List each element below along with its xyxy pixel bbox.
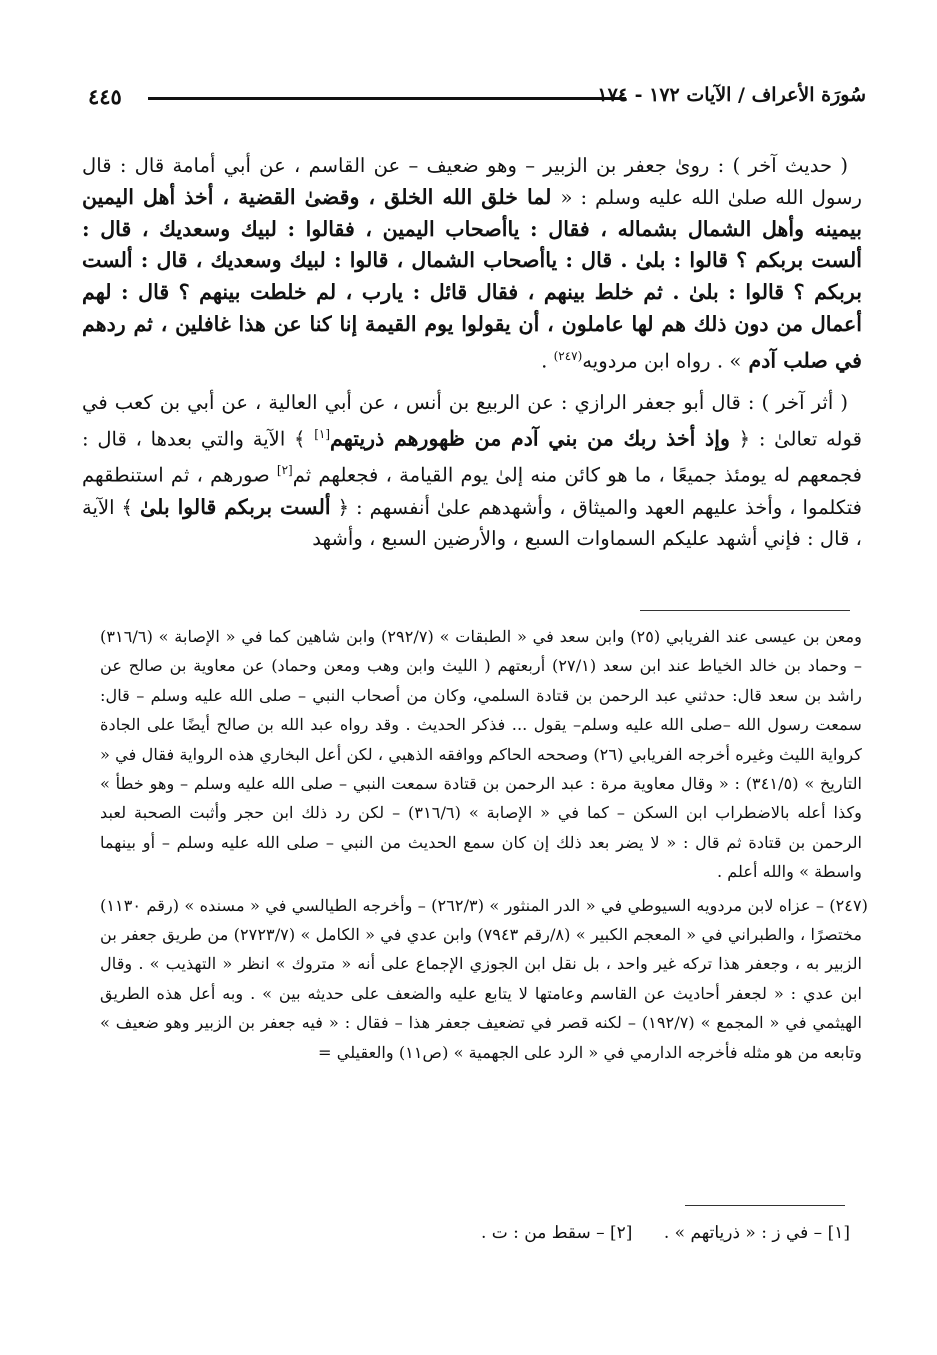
page-number: ٤٤٥ (88, 84, 122, 109)
athar-paragraph (82, 387, 862, 555)
running-title: سُورَة الأعراف / الآيات ١٧٢ - ١٧٤ (597, 84, 866, 106)
variant-ref-2: [٢] (276, 463, 293, 478)
variant-notes (250, 1218, 850, 1248)
athar-text-3: ﴾ الآية ، قال : فإني أشهد عليكم السماوات السبع ، والأرضين السبع ، وأشهد (82, 495, 862, 551)
athar-intro: ( أثر آخر ) : قال أبو جعفر الرازي : عن الربيع بن أنس ، عن أبي العالية ، عن أبي بن كعب في قوله تعالىٰ : ﴿ (82, 391, 862, 451)
footnote-separator (640, 610, 850, 611)
footnotes (100, 622, 868, 1071)
page-header (88, 78, 866, 114)
quran-verse-bold: وإذ أخذ ربك من بني آدم من ظهورهم ذريتهم (330, 426, 730, 451)
hadith-intro: ( حديث آخر ) : روىٰ جعفر بن الزبير – وهو ضعيف – عن القاسم ، عن أبي أمامة قال : قال رسول الله صلىٰ الله عليه وسلم : « (82, 154, 862, 209)
variant-note-2: [٢] – سقط من : ت . (480, 1223, 633, 1243)
variant-ref-1: [١] (314, 426, 331, 441)
variant-note-1: [١] – في ز : « ذرياتهم » . (663, 1223, 850, 1243)
footnote-247: (٢٤٧) – عزاه لابن مردويه السيوطي في « الدر المنثور » (٢٦٢/٣) – وأخرجه الطيالسي في « مسنده » (رقم ١١٣٠) مختصرًا ، والطبراني في « المعجم الكبير » (٨/رقم ٧٩٤٣) وابن عدي في « الكامل » (٢٧٢٣/٧) من طريق جعفر بن الزبير به ، وجعفر هذا تركه غير واحد ، بل نقل ابن الجوزي الإجماع على أنه « متروك » انظر « التهذيب » . وقال ابن عدي : « لجعفر أحاديث عن القاسم وعامتها لا يتابع عليه والضعف على حديثه بين » . وبه أعل هذه الطريق الهيثمي في « المجمع » (١٩٢/٧) – لكنه قصر في تضعيف جعفر هذا – فقال : « فيه جعفر بن الزبير وهو ضعيف » وتابعه من هو مثله فأخرجه الدارمي في « الرد على الجهمية » (ص١١) والعقيلي = (100, 895, 868, 1062)
hadith-paragraph (82, 150, 862, 377)
variants-separator (685, 1205, 845, 1206)
athar-text-2: صورهم ، ثم استنطقهم فتكلموا ، وأخذ عليهم العهد والميثاق ، وأشهدهم علىٰ أنفسهم : ﴿ (82, 463, 862, 519)
hadith-source: » . رواه ابن مردويه (582, 349, 742, 373)
footnote-ref-247: (٢٤٧) (553, 348, 583, 363)
hadith-text-bold: لما خلق الله الخلق ، وقضىٰ القضية ، أخذ أهل اليمين بيمينه وأهل الشمال بشماله ، فقال : ياأصحاب اليمين ، فقالوا : لبيك وسعديك ، قال : ألست بربكم ؟ قالوا : بلىٰ . قال : ياأصحاب الشمال ، قالوا : لبيك وسعديك ، قال : ألست بربكم ؟ قالوا : بلىٰ . ثم خلط بينهم ، فقال قائل : يارب ، لم خلطت بينهم ؟ قال : لهم أعمال من دون ذلك هم لها عاملون ، أن يقولوا يوم القيمة إنا كنا عن هذا غافلين ، ثم ردهم في صلب آدم (82, 184, 862, 373)
hadith-end: . (541, 349, 554, 373)
quran-verse-2-bold: ألست بربكم قالوا بلىٰ (139, 494, 331, 519)
main-text (82, 150, 862, 565)
footnote-continuation: ومعن بن عيسى عند الفريابي (٢٥) وابن سعد في « الطبقات » (٢٩٢/٧) وابن شاهين كما في « الإصابة » (٣١٦/٦) – وحماد بن خالد الخياط عند ابن سعد (٢٧/١) أربعتهم ( الليث وابن وهب ومعن وحماد) عن معاوية بن صالح عن راشد بن سعد قال: حدثني عبد الرحمن بن قتادة السلمي، وكان من أصحاب النبي – صلى الله عليه وسلم – قال: سمعت رسول الله –صلى الله عليه وسلم– يقول ... فذكر الحديث . وقد رواه عبد الله بن صالح أيضًا على الجادة كرواية الليث وغيره أخرجه الفريابي (٢٦) وصححه الحاكم ووافقه الذهبي ، لكن أعل البخاري هذه الرواية فقال في « التاريخ » (٣٤١/٥) : « وقال معاوية مرة : عبد الرحمن بن قتادة سمعت النبي – صلى الله عليه وسلم – وهو خطأ » وكذا أعله بالاضطراب ابن السكن – كما في « الإصابة » (٣١٦/٦) – لكن رد ذلك ابن حجر وأثبت الصحبة لعبد الرحمن بن قتادة ثم قال : « لا يضر بعد ذلك إن كان سمع الحديث من النبي – صلى الله عليه وسلم – أو بينهما واسطة » والله أعلم . (100, 627, 862, 882)
header-rule (148, 97, 626, 100)
athar-text-1: ﴾ الآية والتي بعدها ، قال : فجمعهم له يومئذ جميعًا ، ما هو كائن منه إلىٰ يوم القيامة ، فجعلهم ثم (82, 427, 862, 487)
